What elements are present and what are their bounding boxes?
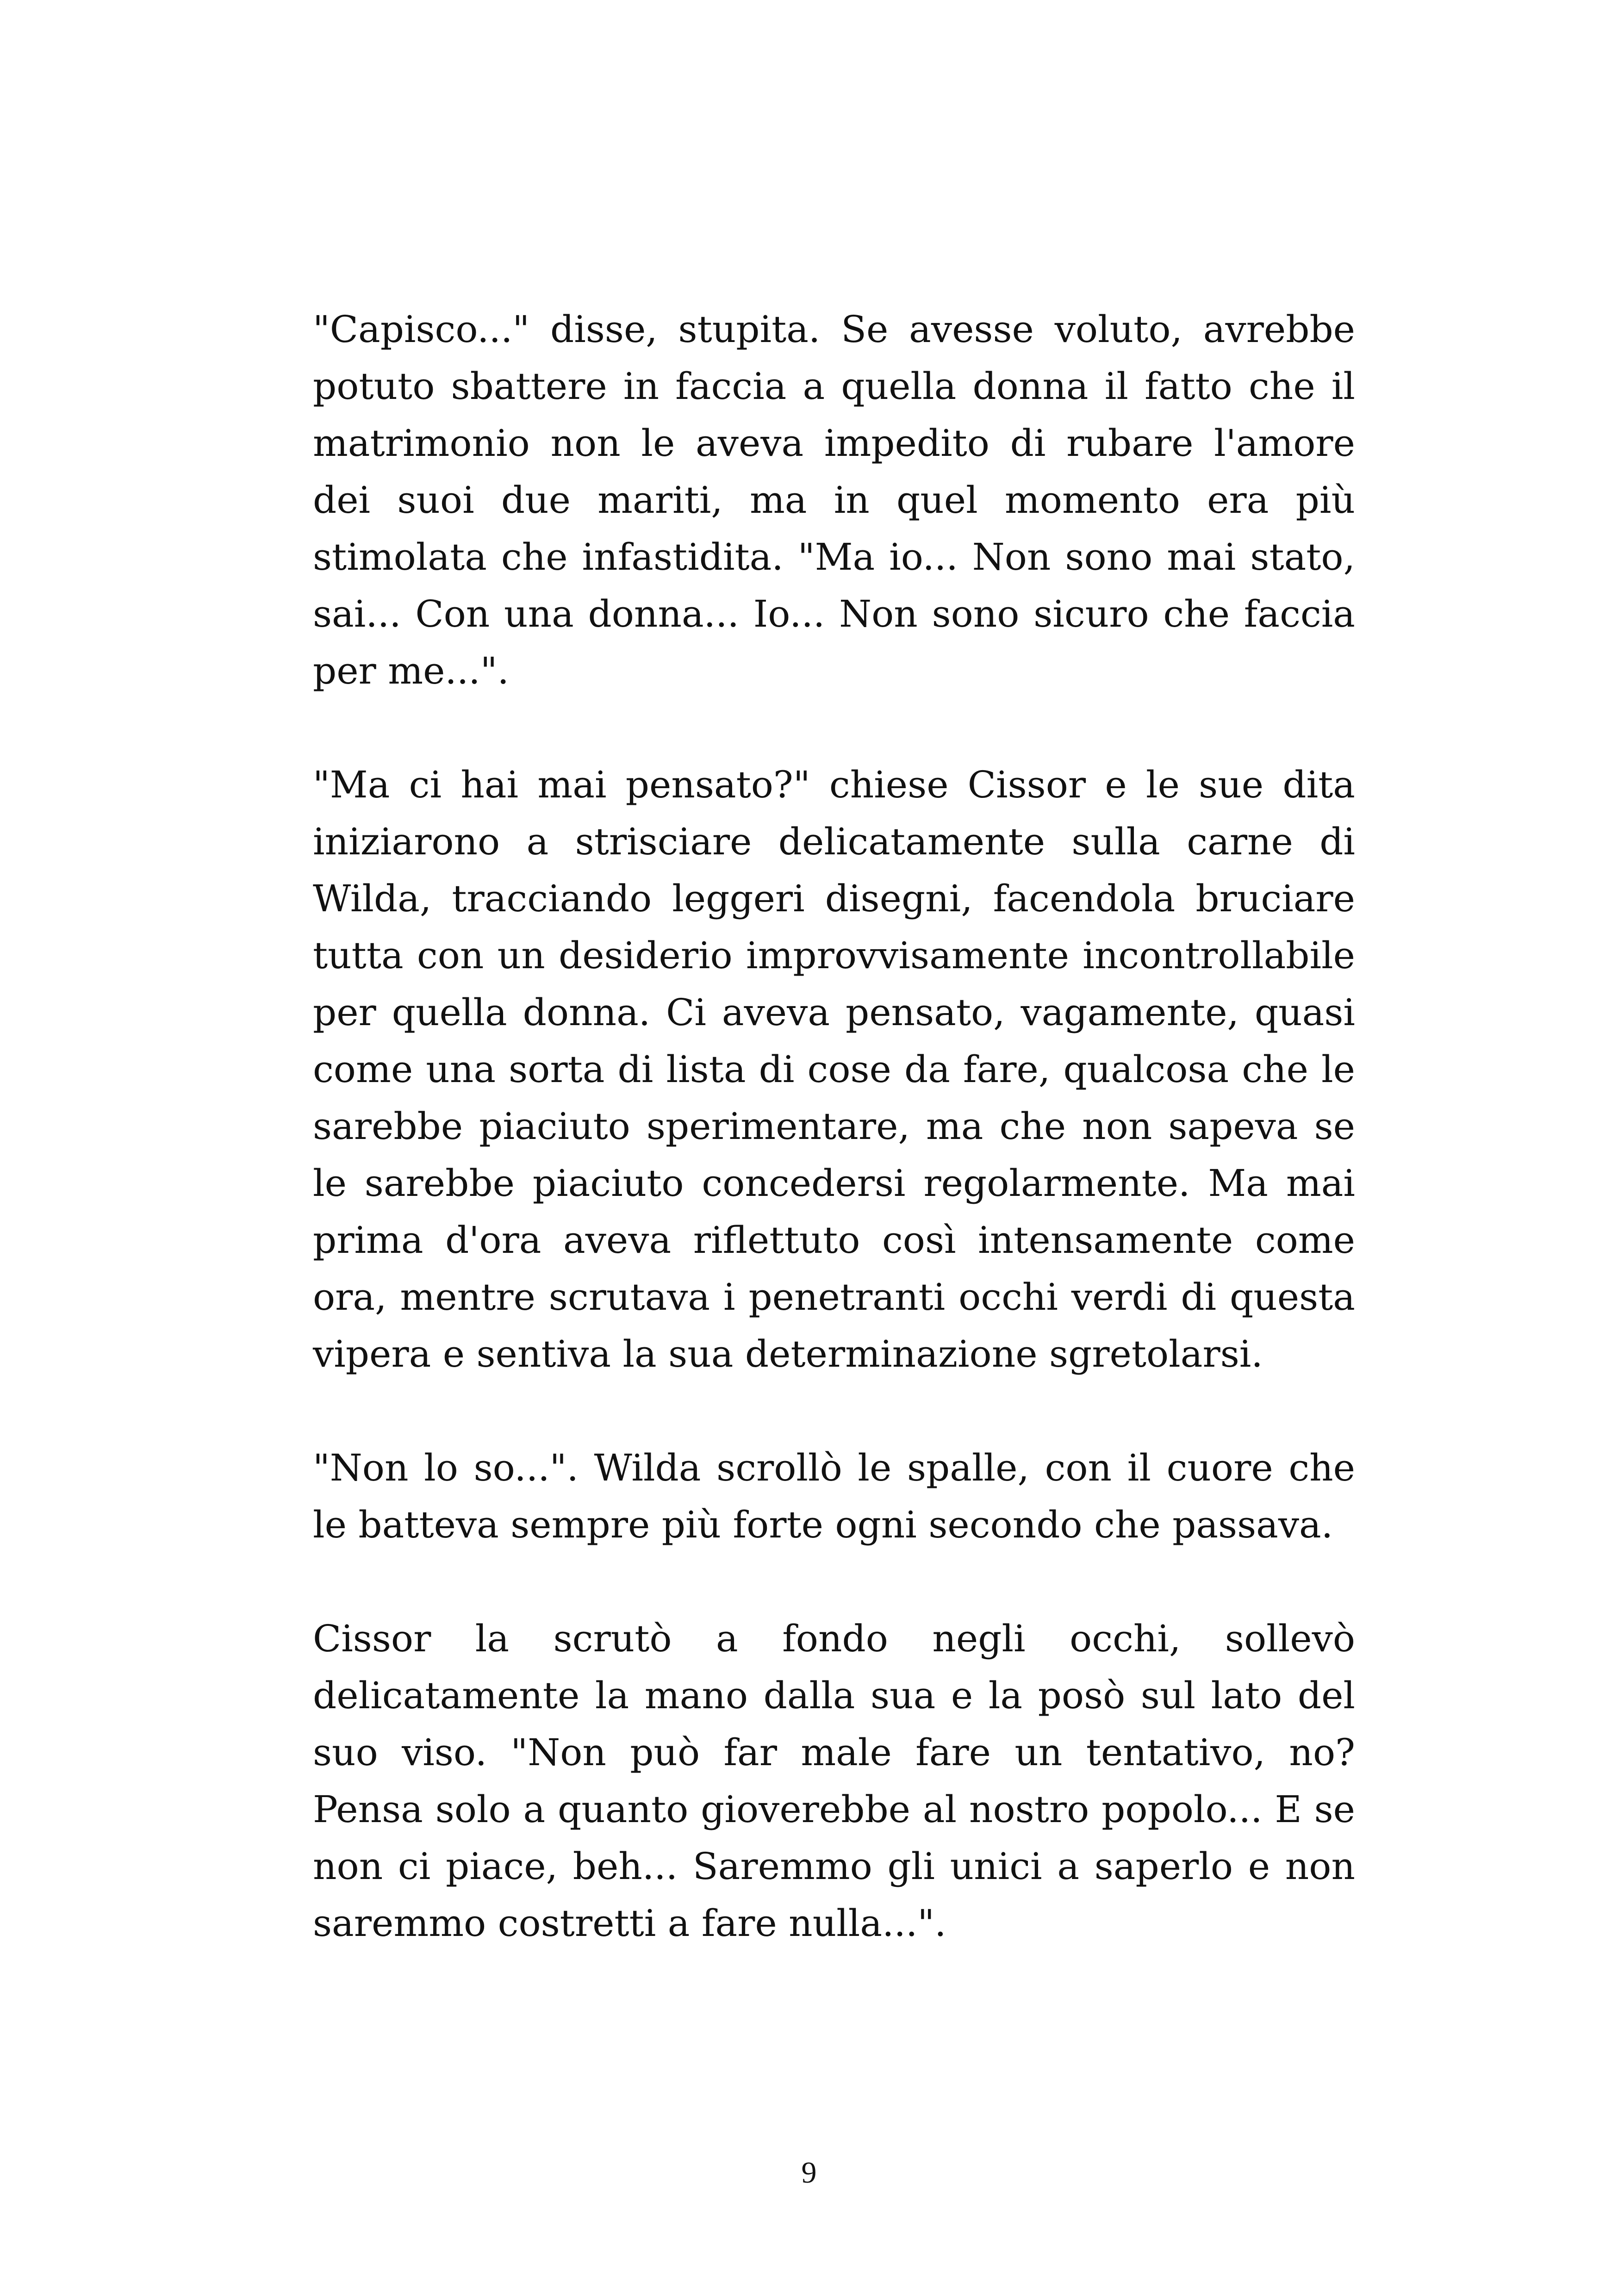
paragraph-1: "Capisco..." disse, stupita. Se avesse voluto, avrebbe potuto sbattere in faccia a quella donna il fatto che il matrimonio non le aveva impedito di rubare l'amore dei suoi due mariti, ma in quel momento era più stimolata che infastidita. "Ma io... Non sono mai stato, sai... Con una donna... Io... Non sono sicuro che faccia per me...".	[313, 308, 1355, 692]
paragraph-2: "Ma ci hai mai pensato?" chiese Cissor e le sue dita iniziarono a strisciare delicatamente sulla carne di Wilda, tracciando leggeri disegni, facendola bruciare tutta con un desiderio improvvisamente incontrollabile per quella donna. Ci aveva pensato, vagamente, quasi come una sorta di lista di cose da fare, qualcosa che le sarebbe piaciuto sperimentare, ma che non sapeva se le sarebbe piaciuto concedersi regolarmente. Ma mai prima d'ora aveva riflettuto così intensamente come ora, mentre scrutava i penetranti occhi verdi di questa vipera e sentiva la sua determinazione sgretolarsi.	[313, 763, 1355, 1375]
body-text	[313, 301, 1355, 2009]
page-number: 9	[801, 2156, 817, 2190]
paragraph-3: "Non lo so...". Wilda scrollò le spalle, con il cuore che le batteva sempre più forte ogni secondo che passava.	[313, 1446, 1355, 1546]
paragraph-4: Cissor la scrutò a fondo negli occhi, sollevò delicatamente la mano dalla sua e la posò sul lato del suo viso. "Non può far male fare un tentativo, no? Pensa solo a quanto gioverebbe al nostro popolo... E se non ci piace, beh... Saremmo gli unici a saperlo e non saremmo costretti a fare nulla...".	[313, 1617, 1355, 1945]
